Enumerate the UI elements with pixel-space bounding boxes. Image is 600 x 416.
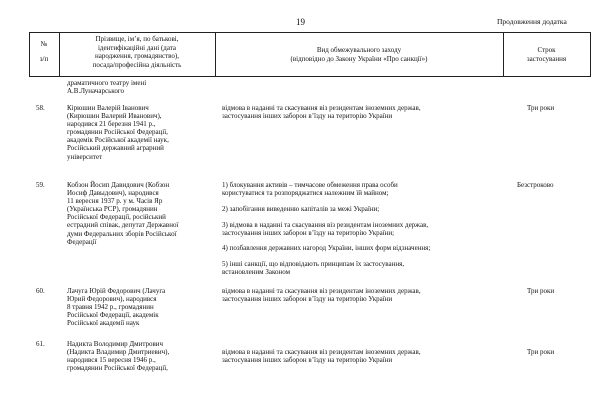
header-person-line: ідентифікаційні дані (дата	[97, 43, 177, 52]
row-number: 60.	[36, 287, 45, 295]
person-line: Кірюшин Валерій Іванович	[67, 104, 149, 112]
row-number: 58.	[36, 104, 45, 112]
measure-line: встановленим Законом	[222, 268, 291, 277]
measure-line: застосування інших заборон в’їзду на територію України	[222, 295, 393, 304]
measure-item	[222, 244, 430, 252]
row-number: 59.	[36, 181, 45, 189]
person-line: 8 травня 1942 р., громадянин	[67, 303, 154, 312]
measure-item	[222, 221, 428, 237]
person-line: Російський державний аграрний	[67, 144, 164, 153]
person-line: академік Російської академії наук,	[67, 136, 169, 145]
header-person	[59, 35, 215, 69]
carryover-line: А.В.Луначарського	[67, 87, 125, 96]
measure-line: відмова в наданні та скасування віз резидентам іноземних держав,	[222, 104, 421, 112]
person-line: Російської Федерації, академік	[67, 311, 159, 320]
measure-line: 5) інші санкції, що відповідають принципам їх застосування,	[222, 260, 405, 268]
person-line: університет	[67, 152, 103, 161]
person-line: (Кирюшин Валерий Иванович),	[67, 112, 162, 121]
person-line: Надикта Володимир Дмитрович	[67, 340, 164, 348]
measure-item	[222, 348, 421, 364]
header-person-line: народження, громадянство),	[94, 52, 180, 61]
table-top-border	[29, 32, 590, 33]
measure-line: користуватися та розпоряджатися належним їй майном;	[222, 189, 389, 198]
person-line: естрадний співак, депутат Державної	[67, 221, 179, 230]
person-line: Иосиф Давыдович), народився	[67, 189, 159, 198]
col-divider	[590, 32, 591, 77]
person-line: думи Федеральних зборів Російської	[67, 229, 177, 238]
header-term-line: Строк	[537, 46, 556, 54]
person-cell	[67, 340, 169, 372]
header-measure-line: Вид обмежувального заходу	[316, 46, 402, 54]
measure-line: 2) запобігання виведенню капіталів за межі України;	[222, 205, 380, 213]
term-cell: Три роки	[527, 287, 555, 295]
term-cell: Три роки	[527, 348, 555, 356]
person-line: Російської академії наук	[67, 319, 140, 328]
person-line: (Надикта Владимир Дмитриевич),	[67, 348, 170, 357]
row-number: 61.	[36, 340, 45, 348]
measure-item	[222, 205, 379, 213]
measure-line: відмова в наданні та скасування віз резидентам іноземних держав,	[222, 348, 421, 356]
page-number: 19	[296, 17, 305, 27]
person-line: Кобзон Йосип Давидович (Кобзон	[67, 181, 170, 189]
person-line: 11 вересня 1937 р. у м. Часів Яр	[67, 197, 163, 206]
continuation-label: Продовження додатка	[497, 17, 567, 26]
header-term	[503, 46, 590, 63]
person-line: Федерації	[67, 237, 97, 246]
measure-item	[222, 287, 421, 303]
measure-line: відмова в наданні та скасування віз резидентам іноземних держав,	[222, 287, 421, 295]
measure-line: застосування інших заборон в’їзду на територію України;	[222, 229, 395, 238]
person-line: Юрий Федорович), народився	[67, 295, 157, 304]
header-person-line: Прізвище, ім’я, по батькові,	[95, 35, 179, 43]
person-line: (Українська РСР), громадянин	[67, 205, 158, 214]
measure-item	[222, 260, 404, 276]
measure-line: 4) позбавлення державних нагород України, інших форм відзначення;	[222, 244, 431, 252]
person-line: громадянин Російської Федерації,	[67, 364, 168, 373]
measure-line: застосування інших заборон в’їзду на територію України	[222, 356, 393, 365]
person-line: народився 21 березня 1941 р.,	[67, 120, 156, 129]
person-cell	[67, 181, 178, 246]
header-person-line: посада/професійна діяльність	[92, 60, 182, 69]
carryover-text	[67, 79, 146, 95]
measure-line: 3) відмова в наданні та скасування віз резидентам іноземних держав,	[222, 221, 429, 229]
header-num-line: №	[40, 40, 48, 48]
person-line: Лачуга Юрій Федорович (Лачуга	[67, 287, 166, 295]
term-cell: Три роки	[527, 104, 555, 112]
measure-item	[222, 104, 421, 120]
header-num	[29, 40, 59, 63]
person-line: Російської Федерації, російський	[67, 213, 166, 222]
carryover-line: драматичного театру імені	[67, 79, 147, 87]
header-term-line: застосування	[526, 54, 567, 63]
term-cell: Безстроково	[517, 181, 554, 189]
person-line: громадянин Російської Федерації,	[67, 128, 168, 137]
header-bottom-border	[29, 76, 590, 77]
person-cell	[67, 104, 169, 161]
header-num-line: з/п	[39, 54, 49, 63]
measure-line: 1) блокування активів – тимчасове обмеження права особи	[222, 181, 398, 189]
measure-line: застосування інших заборон в’їзду на територію України	[222, 112, 393, 121]
measure-item	[222, 181, 398, 197]
person-cell	[67, 287, 165, 327]
header-measure-line: (відповідно до Закону України «Про санкції»)	[290, 54, 428, 63]
person-line: народився 15 вересня 1946 р.,	[67, 356, 156, 365]
header-measure	[215, 46, 503, 63]
